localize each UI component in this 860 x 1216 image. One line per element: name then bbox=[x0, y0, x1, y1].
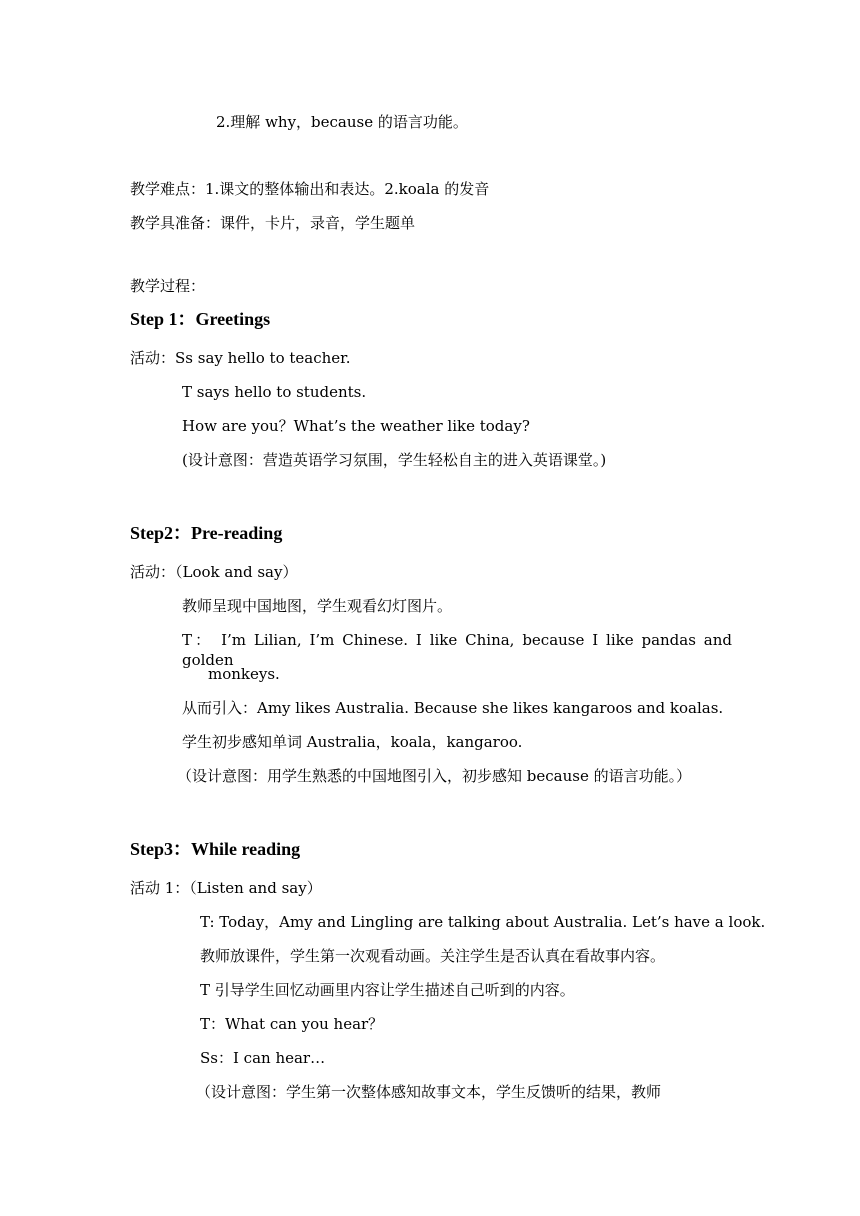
step3-line-2: 教师放课件，学生第一次观看动画。关注学生是否认真在看故事内容。 bbox=[200, 947, 666, 965]
step3-design-intent: （设计意图：学生第一次整体感知故事文本，学生反馈听的结果，教师 bbox=[196, 1083, 662, 1101]
step3-line-4: T：What can you hear？ bbox=[200, 1015, 384, 1033]
step2-line-1: 教师呈现中国地图，学生观看幻灯图片。 bbox=[182, 597, 453, 615]
objective-item-2: 2.理解 why，because 的语言功能。 bbox=[216, 113, 468, 131]
process-title: 教学过程： bbox=[130, 277, 206, 295]
step2-activity: 活动：（Look and say） bbox=[130, 563, 298, 581]
step1-line-1: T says hello to students. bbox=[182, 383, 367, 401]
step2-teacher-line-cont: monkeys. bbox=[208, 665, 280, 683]
step3-line-5: Ss：I can hear… bbox=[200, 1049, 326, 1067]
step2-teacher-line: T： I’m Lilian, I’m Chinese. I like China, because I like pandas and golden bbox=[182, 631, 732, 669]
step3-heading: Step3：While reading bbox=[130, 839, 301, 859]
step3-line-3: T 引导学生回忆动画里内容让学生描述自己听到的内容。 bbox=[200, 981, 575, 999]
step2-heading: Step2：Pre-reading bbox=[130, 523, 283, 543]
step1-design-intent: (设计意图：营造英语学习氛围，学生轻松自主的进入英语课堂。) bbox=[182, 451, 607, 469]
step3-activity: 活动 1：（Listen and say） bbox=[130, 879, 322, 897]
step3-line-1: T: Today，Amy and Lingling are talking about Australia. Let’s have a look. bbox=[200, 913, 766, 931]
step2-design-intent: （设计意图：用学生熟悉的中国地图引入，初步感知 because 的语言功能。） bbox=[177, 767, 692, 785]
step1-activity: 活动：Ss say hello to teacher. bbox=[130, 349, 351, 367]
step1-line-2: How are you？What’s the weather like today? bbox=[182, 417, 530, 435]
teaching-difficulties: 教学难点：1.课文的整体输出和表达。2.koala 的发音 bbox=[130, 180, 490, 198]
teaching-preparation: 教学具准备：课件，卡片，录音，学生题单 bbox=[130, 214, 416, 232]
step2-line-4: 学生初步感知单词 Australia，koala，kangaroo. bbox=[182, 733, 523, 751]
step1-heading: Step 1：Greetings bbox=[130, 309, 271, 329]
step2-line-3: 从而引入：Amy likes Australia. Because she likes kangaroos and koalas. bbox=[182, 699, 724, 717]
